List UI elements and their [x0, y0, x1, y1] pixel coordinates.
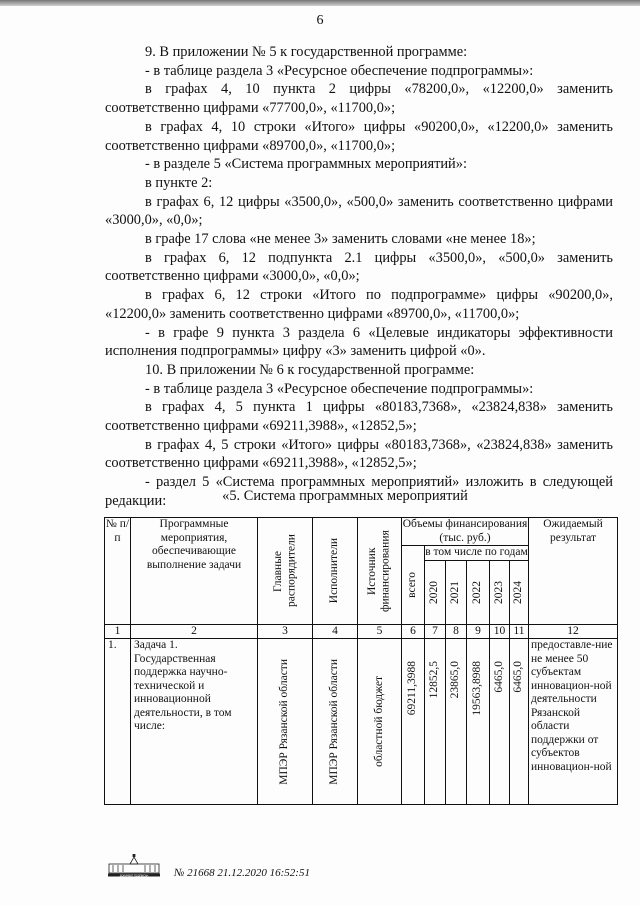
- column-number: 4: [313, 624, 358, 639]
- header-year: 2021: [446, 560, 467, 624]
- row-total: 69211,3988: [402, 639, 425, 805]
- header-expected-result: Ожидаемый результат: [529, 518, 618, 625]
- column-number: 2: [131, 624, 258, 639]
- paragraph: - в таблице раздела 3 «Ресурсное обеспечение подпрограммы»:: [145, 62, 534, 79]
- paragraph: 10. В приложении № 6 к государственной программе:: [145, 361, 475, 378]
- paragraph: 9. В приложении № 5 к государственной программе:: [145, 44, 468, 60]
- header-volumes: Объемы финансирования (тыс. руб.): [402, 518, 528, 544]
- row-main-manager: МПЭР Рязанской области: [258, 639, 313, 805]
- document-body: [105, 43, 613, 511]
- page-number: 6: [316, 13, 324, 28]
- header-year: 2020: [425, 560, 446, 624]
- column-number: 11: [510, 624, 529, 639]
- paragraph: в графах 6, 12 строки «Итого по подпрограмме» цифры «90200,0», «12200,0» заменить соответственно цифрами «89700,0», «11700,0»;: [105, 287, 613, 322]
- paragraph: в графе 17 слова «не менее 3» заменить словами «не менее 18»;: [145, 231, 536, 248]
- header-main-managers: Главные распорядители: [258, 518, 313, 625]
- paragraph: в графах 4, 5 строки «Итого» цифры «80183,7368», «23824,838» заменить соответственно цифрами «69211,3988», «12852,5»;: [105, 436, 613, 472]
- column-number: 3: [258, 624, 313, 639]
- row-2020: 12852,5: [425, 639, 446, 805]
- column-number: 12: [529, 624, 618, 639]
- header-by-years: в том числе по годам: [425, 546, 528, 558]
- table-row: [105, 639, 618, 805]
- header-num: № п/п: [105, 518, 131, 625]
- paragraph: - раздел 5 «Система программных мероприятий» изложить в следующей редакции:: [105, 474, 613, 509]
- document-registration-stamp: № 21668 21.12.2020 16:52:51: [174, 867, 310, 879]
- row-2024: 6465,0: [510, 639, 529, 805]
- column-number: 10: [490, 624, 510, 639]
- paragraph: в графах 4, 10 строки «Итого» цифры «90200,0», «12200,0» заменить соответственно цифрами «89700,0», «11700,0»;: [105, 118, 613, 154]
- header-executors: Исполнители: [313, 518, 358, 625]
- row-executor: МПЭР Рязанской области: [313, 639, 358, 805]
- paragraph: в графах 6, 12 подпункта 2.1 цифры «3500,0», «500,0» заменить соответственно цифрами «3000,0», «0,0»;: [105, 249, 613, 285]
- row-result: предоставле-ние не менее 50 субъектам инновацион-ной деятельности Рязанской области поддержки от субъектов инновацион-ной: [529, 639, 618, 805]
- header-year: 2022: [467, 560, 490, 624]
- section-title: «5. Система программных мероприятий: [222, 488, 468, 504]
- paragraph: в графах 4, 5 пункта 1 цифры «80183,7368», «23824,838» заменить соответственно цифрами «69211,3988», «12852,5»;: [105, 399, 613, 435]
- column-number: 5: [358, 624, 402, 639]
- column-number: 7: [425, 624, 446, 639]
- paragraph: - в разделе 5 «Система программных мероприятий»:: [145, 156, 467, 173]
- logo-caption: ДОКУМЕНТ ПОДПИСАН: [119, 874, 149, 877]
- program-measures-table: [104, 517, 618, 805]
- paragraph: в пункте 2:: [145, 174, 213, 191]
- paragraph: - в графе 9 пункта 3 раздела 6 «Целевые индикаторы эффективности исполнения подпрограммы» цифру «3» заменить цифрой «0».: [105, 324, 613, 360]
- row-2022: 19563,8988: [467, 639, 490, 805]
- header-year: 2023: [490, 560, 510, 624]
- column-number: 6: [402, 624, 425, 639]
- row-2021: 23865,0: [446, 639, 467, 805]
- paragraph: в графах 4, 10 пункта 2 цифры «78200,0», «12200,0» заменить соответственно цифрами «77700,0», «11700,0»;: [105, 81, 613, 117]
- row-task: Задача 1. Государственная поддержка научно-технической и инновационной деятельности, в том числе:: [131, 639, 258, 805]
- scan-top-edge: [0, 0, 640, 6]
- header-source: Источник финансирования: [358, 518, 402, 625]
- column-number: 1: [105, 624, 131, 639]
- header-year: 2024: [510, 560, 529, 624]
- paragraph: - в таблице раздела 3 «Ресурсное обеспечение подпрограммы»:: [145, 380, 534, 397]
- paragraph: в графах 6, 12 цифры «3500,0», «500,0» заменить соответственно цифрами «3000,0», «0,0»;: [105, 193, 613, 229]
- column-number: 8: [446, 624, 467, 639]
- row-source: областной бюджет: [358, 639, 402, 805]
- header-measures: Программные мероприятия, обеспечивающие выполнение задачи: [131, 518, 258, 625]
- government-building-logo: [108, 851, 160, 877]
- row-2023: 6465,0: [490, 639, 510, 805]
- column-number: 9: [467, 624, 490, 639]
- header-total: всего: [402, 546, 425, 625]
- row-num: 1.: [105, 639, 131, 805]
